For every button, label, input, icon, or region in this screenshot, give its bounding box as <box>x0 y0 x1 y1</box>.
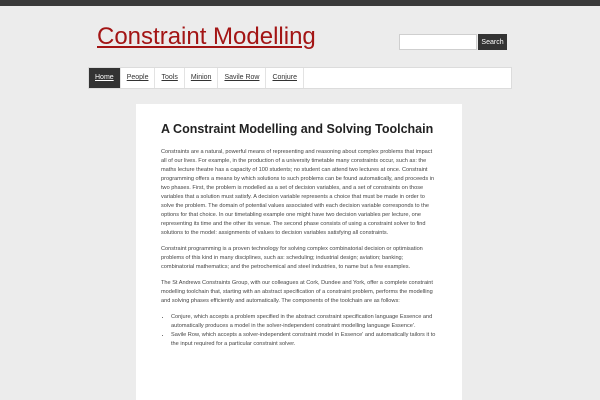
site-title-link[interactable]: Constraint Modelling <box>97 23 316 50</box>
nav-item-people[interactable]: People <box>121 68 156 88</box>
nav-item-minion[interactable]: Minion <box>185 68 219 88</box>
search-button[interactable]: Search <box>478 34 507 50</box>
list-item-savile-row: • Savile Row, which accepts a solver-independent constraint model in Essence' and automatically tailors it to the input required for a particular constraint solver. <box>171 331 436 349</box>
article <box>136 104 436 349</box>
paragraph-toolchain: The St Andrews Constraints Group, with our colleagues at Cork, Dundee and York, offer a complete constraint modelling toolchain that, starting with an abstract specification of a constraint problem, performs the modelling and solving phases efficiently and automatically. The components of the toolchain are as follows: <box>161 280 433 304</box>
list-item-conjure: • Conjure, which accepts a problem specified in the abstract constraint specification language Essence and automatically produces a model in the solver-independent constraint modelling language Essence'. <box>171 313 436 331</box>
nav-item-home[interactable]: Home <box>89 68 121 88</box>
top-bar <box>0 0 600 6</box>
main-navigation <box>88 67 512 89</box>
nav-item-savile-row[interactable]: Savile Row <box>218 68 266 88</box>
paragraph-intro: Constraints are a natural, powerful means of representing and reasoning about complex problems that impact all of our lives. For example, in the production of a university timetable many constraints occur, such as: the maths lecture theatre has a capacity of 100 students; no student can attend two lectures at once. Constraint programming offers a means by which solutions to such problems can be found automatically, and proceeds in two phases. First, the problem is modelled as a set of decision variables, and a set of constraints on those variables that a solution must satisfy. A decision variable represents a choice that must be made in order to solve the problem. The domain of potential values associated with each decision variable corresponds to the options for that choice. In our timetabling example one might have two decision variables per lecture, one representing its time and the other its venue. The second phase consists of using a constraint solver to find solutions to the model: assignments of values to decision variables satisfying all constraints. <box>161 149 435 236</box>
search-input[interactable] <box>399 34 477 50</box>
nav-item-conjure[interactable]: Conjure <box>266 68 304 88</box>
page-heading: A Constraint Modelling and Solving Toolchain <box>161 122 434 136</box>
paragraph-applications: Constraint programming is a proven technology for solving complex combinatorial decision or optimisation problems of this kind in many disciplines, such as: scheduling; industrial design; aviation; banking; combinatorial mathematics; and the petrochemical and steel industries, to name but a few examples. <box>161 246 423 270</box>
toolchain-list <box>161 313 436 349</box>
nav-item-tools[interactable]: Tools <box>155 68 184 88</box>
content-panel <box>136 104 462 400</box>
search-form <box>399 34 507 50</box>
